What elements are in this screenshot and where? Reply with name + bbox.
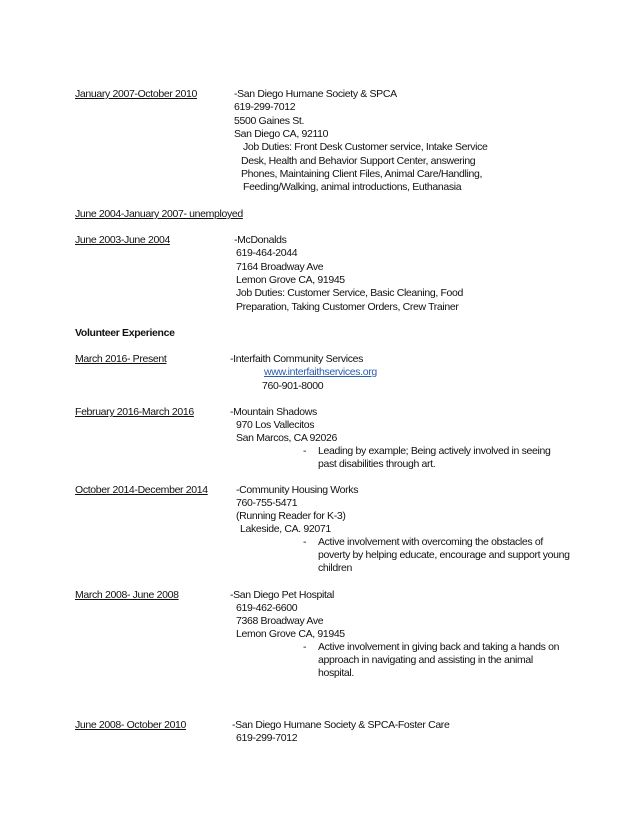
- bullet-text: past disabilities through art.: [318, 458, 436, 470]
- entry-date: June 2008- October 2010: [75, 719, 187, 731]
- website-link[interactable]: www.interfaithservices.org: [264, 366, 377, 378]
- bullet-dash: -: [303, 445, 307, 457]
- entry-line: Job Duties: Customer Service, Basic Cleaning, Food: [236, 287, 464, 299]
- entry-org: -Community Housing Works: [236, 484, 359, 496]
- entry-phone: 760-901-8000: [262, 380, 324, 392]
- section-heading: Volunteer Experience: [75, 327, 175, 339]
- entry-duties: Feeding/Walking, animal introductions, Euthanasia: [243, 181, 462, 193]
- entry-line: 619-299-7012: [234, 101, 296, 113]
- entry-org: -San Diego Humane Society & SPCA: [234, 88, 397, 100]
- entry-line: 619-462-6600: [236, 602, 298, 614]
- entry-org: -Mountain Shadows: [230, 406, 317, 418]
- entry-duties: Desk, Health and Behavior Support Center, answering: [241, 155, 476, 167]
- entry-line: Preparation, Taking Customer Orders, Crew Trainer: [236, 301, 459, 313]
- entry-line: 619-299-7012: [236, 732, 298, 744]
- entry-duties: Job Duties: Front Desk Customer service, Intake Service: [243, 141, 488, 153]
- entry-date: January 2007-October 2010: [75, 88, 198, 100]
- bullet-dash: -: [303, 536, 307, 548]
- entry-org: -San Diego Humane Society & SPCA-Foster Care: [232, 719, 450, 731]
- entry-line: 970 Los Vallecitos: [236, 419, 315, 431]
- bullet-text: Active involvement in giving back and taking a hands on: [318, 641, 560, 653]
- entry-line: 7164 Broadway Ave: [236, 261, 324, 273]
- entry-date: February 2016-March 2016: [75, 406, 194, 418]
- entry-line: 619-464-2044: [236, 247, 298, 259]
- entry-line: San Diego CA, 92110: [234, 128, 329, 140]
- bullet-text: Active involvement with overcoming the obstacles of: [318, 536, 543, 548]
- entry-org: -McDonalds: [234, 234, 287, 246]
- entry-line: Lemon Grove CA, 91945: [236, 274, 345, 286]
- bullet-text: poverty by helping educate, encourage and support young: [318, 549, 570, 561]
- entry-date: June 2003-June 2004: [75, 234, 170, 246]
- entry-date: March 2016- Present: [75, 353, 167, 365]
- bullet-text: approach in navigating and assisting in the animal: [318, 654, 533, 666]
- entry-date: March 2008- June 2008: [75, 589, 179, 601]
- entry-line: San Marcos, CA 92026: [236, 432, 337, 444]
- entry-line: Lakeside, CA. 92071: [240, 523, 331, 535]
- entry-date: June 2004-January 2007- unemployed: [75, 208, 243, 220]
- entry-org: -Interfaith Community Services: [230, 353, 364, 365]
- entry-org: -San Diego Pet Hospital: [230, 589, 335, 601]
- entry-date: October 2014-December 2014: [75, 484, 208, 496]
- bullet-text: children: [318, 562, 352, 574]
- entry-duties: Phones, Maintaining Client Files, Animal Care/Handling,: [241, 168, 483, 180]
- bullet-text: Leading by example; Being actively involved in seeing: [318, 445, 551, 457]
- entry-line: Lemon Grove CA, 91945: [236, 628, 345, 640]
- entry-line: 760-755-5471: [236, 497, 298, 509]
- bullet-text: hospital.: [318, 667, 354, 679]
- entry-line: (Running Reader for K-3): [236, 510, 346, 522]
- entry-line: 5500 Gaines St.: [234, 115, 305, 127]
- bullet-dash: -: [303, 641, 307, 653]
- entry-line: 7368 Broadway Ave: [236, 615, 324, 627]
